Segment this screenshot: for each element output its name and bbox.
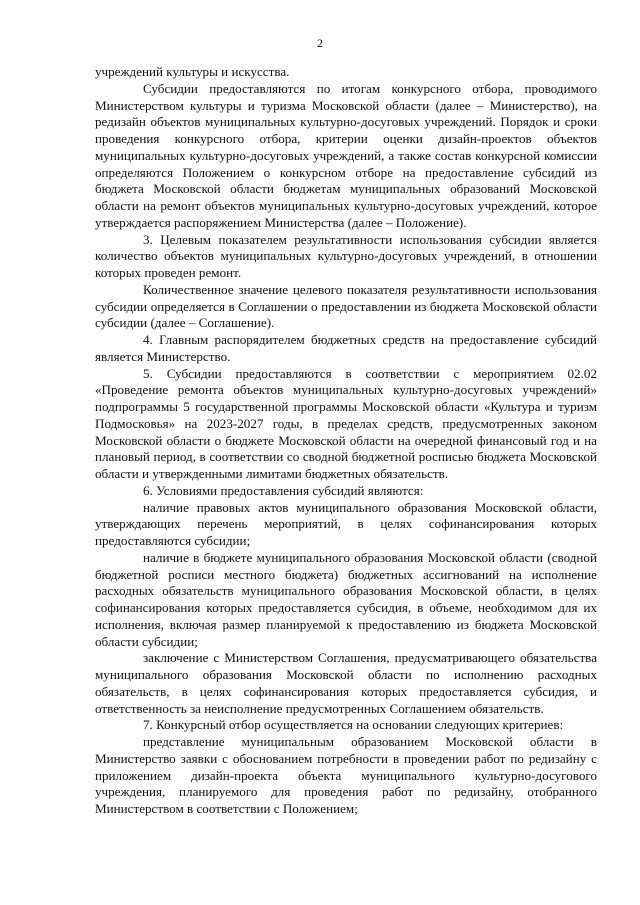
paragraph-9: наличие в бюджете муниципального образования Московской области (сводной бюджетной росписи местного бюджета) бюджетных ассигнований на исполнение расходных обязательств муниципального образования Московской области, в целях софинансирования которых предоставляется субсидия, в объеме, необходимом для их исполнения, включая размер планируемой к предоставлению из бюджета Московской области субсидии; <box>95 549 597 649</box>
paragraph-10: заключение с Министерством Соглашения, предусматривающего обязательства муниципального образования Московской области по исполнению расходных обязательств, в целях софинансирования которых предоставляется субсидия, и ответственность за неисполнение предусмотренных Соглашением обязательств. <box>95 650 597 716</box>
paragraph-2: Субсидии предоставляются по итогам конкурсного отбора, проводимого Министерством культуры и туризма Московской области (далее – Министерство), на редизайн объектов муниципальных культурно-досуговых учреждений. Порядок и сроки проведения конкурсного отбора, критерии оценки дизайн-проектов объектов муниципальных культурно-досуговых учреждений, а также состав конкурсной комиссии определяются Положением о конкурсном отборе на предоставление субсидий из бюджета Московской области бюджетам муниципальных образований Московской области на ремонт объектов муниципальных культурно-досуговых учреждений, которое утверждается распоряжением Министерства (далее – Положение). <box>95 80 597 230</box>
page-number: 2 <box>317 36 323 50</box>
paragraph-3: 3. Целевым показателем результативности использования субсидии является количество объектов муниципальных культурно-досуговых учреждений, в отношении которых проведен ремонт. <box>95 231 597 280</box>
paragraph-4: Количественное значение целевого показателя результативности использования субсидии определяется в Соглашении о предоставлении из бюджета Московской области субсидии (далее – Соглашение). <box>95 281 597 331</box>
paragraph-6: 5. Субсидии предоставляются в соответствии с мероприятием 02.02 «Проведение ремонта объектов муниципальных культурно-досуговых учреждений» подпрограммы 5 государственной программы Московской области «Культура и туризм Подмосковья» на 2023-2027 годы, в пределах средств, предусмотренных законом Московской области о бюджете Московской области на очередной финансовый год и на плановый период, в соответствии со сводной бюджетной росписью бюджета Московской области и утвержденными лимитами бюджетных обязательств. <box>95 365 597 481</box>
paragraph-1: учреждений культуры и искусства. <box>95 64 290 79</box>
paragraph-7: 6. Условиями предоставления субсидий являются: <box>143 482 424 498</box>
paragraph-8: наличие правовых актов муниципального образования Московской области, утверждающих перечень мероприятий, в целях софинансирования которых предоставляются субсидии; <box>95 499 597 548</box>
document-body <box>95 64 597 818</box>
paragraph-12: представление муниципальным образованием Московской области в Министерство заявки с обоснованием потребности в проведении работ по редизайну с приложением дизайн-проекта объекта муниципального культурно-досугового учреждения, планируемого для проведения работ по редизайну, отобранного Министерством в соответствии с Положением; <box>95 734 597 816</box>
paragraph-5: 4. Главным распорядителем бюджетных средств на предоставление субсидий является Министерство. <box>95 332 597 364</box>
paragraph-11: 7. Конкурсный отбор осуществляется на основании следующих критериев: <box>143 717 564 733</box>
